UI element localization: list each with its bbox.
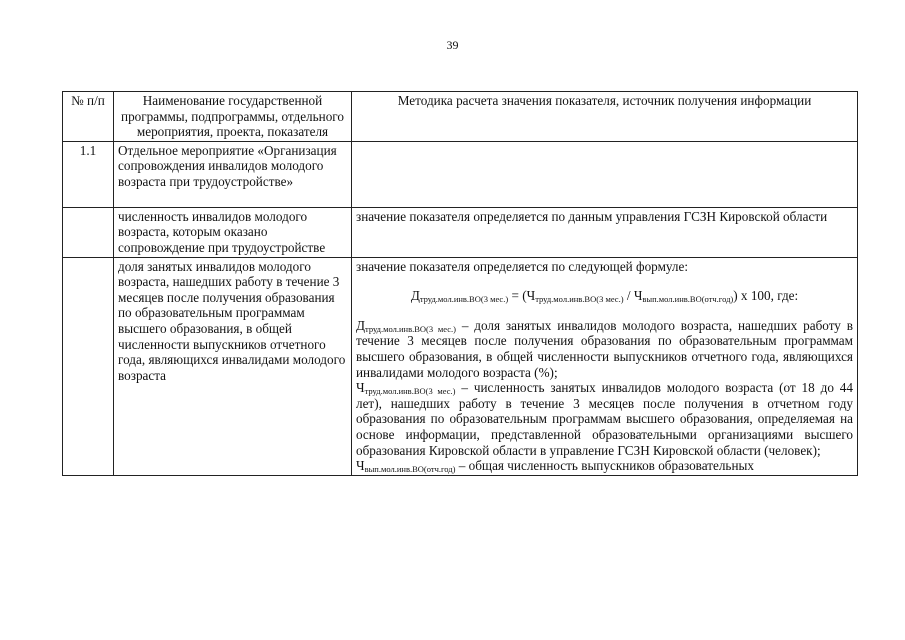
row-num xyxy=(63,207,114,257)
row-num xyxy=(63,257,114,476)
header-method: Методика расчета значения показателя, источник получения информации xyxy=(352,92,858,142)
definition xyxy=(356,318,853,380)
formula-denominator: Ч xyxy=(633,288,643,304)
formula-eq: = ( xyxy=(508,288,527,304)
page-number: 39 xyxy=(446,38,459,52)
table-row xyxy=(63,207,858,257)
table-row xyxy=(63,141,858,207)
definition xyxy=(356,380,853,458)
row-num: 1.1 xyxy=(63,141,114,207)
formula-div: / xyxy=(623,288,634,304)
def-text: – общая численность выпускников образовательных xyxy=(455,458,754,474)
row-method xyxy=(352,257,858,476)
formula-tail: ) x 100, где: xyxy=(733,288,799,304)
formula-numerator-sub: труд.мол.инв.ВО(3 мес.) xyxy=(535,294,624,305)
formula-lhs: Д xyxy=(410,288,420,304)
table-header-row xyxy=(63,92,858,142)
def-text: – доля занятых инвалидов молодого возраста, нашедших работу в течение 3 месяцев после получения образования по образовательным программам высшего образования, в общей численности выпускников отчетного года, являющихся инвалидами молодого возраста (%); xyxy=(356,317,853,380)
formula-numerator: Ч xyxy=(526,288,536,304)
formula-lhs-sub: труд.мол.инв.ВО(3 мес.) xyxy=(419,294,509,305)
row-method: значение показателя определяется по данным управления ГСЗН Кировской области xyxy=(352,207,858,257)
header-num: № п/п xyxy=(63,92,114,142)
formula-denominator-sub: вып.мол.инв.ВО(отч.год) xyxy=(642,294,734,305)
method-intro: значение показателя определяется по следующей формуле: xyxy=(356,258,689,274)
def-symbol-sub: вып.мол.инв.ВО(отч.год) xyxy=(364,464,456,475)
def-symbol: Ч xyxy=(356,380,365,396)
def-symbol-sub: труд.мол.инв.ВО(3 мес.) xyxy=(365,323,456,334)
indicator-table xyxy=(62,91,858,476)
table-row xyxy=(63,257,858,476)
row-name: доля занятых инвалидов молодого возраста, нашедших работу в течение 3 месяцев после получения образования по образовательным программам высшего образования, в общей численности выпускников отчетного года, являющихся инвалидами молодого возраста xyxy=(114,257,352,476)
header-name: Наименование государственной программы, подпрограммы, отдельного мероприятия, проекта, показателя xyxy=(114,92,352,142)
def-symbol: Ч xyxy=(356,458,365,474)
formula xyxy=(356,288,853,304)
def-text: – численность занятых инвалидов молодого возраста (от 18 до 44 лет), нашедших работу в течение 3 месяцев после получения в отчетном году образования по образовательным программам высшего образования, определяемая на основе информации, представленной образовательными организациями высшего образования Кировской области в управление ГСЗН Кировской области (человек); xyxy=(356,380,853,458)
def-symbol: Д xyxy=(356,317,365,333)
definition xyxy=(356,458,853,474)
row-name: численность инвалидов молодого возраста, которым оказано сопровождение при трудоустройстве xyxy=(114,207,352,257)
row-method xyxy=(352,141,858,207)
row-name: Отдельное мероприятие «Организация сопровождения инвалидов молодого возраста при трудоустройстве» xyxy=(114,141,352,207)
def-symbol-sub: труд.мол.инв.ВО(3 мес.) xyxy=(364,386,456,397)
